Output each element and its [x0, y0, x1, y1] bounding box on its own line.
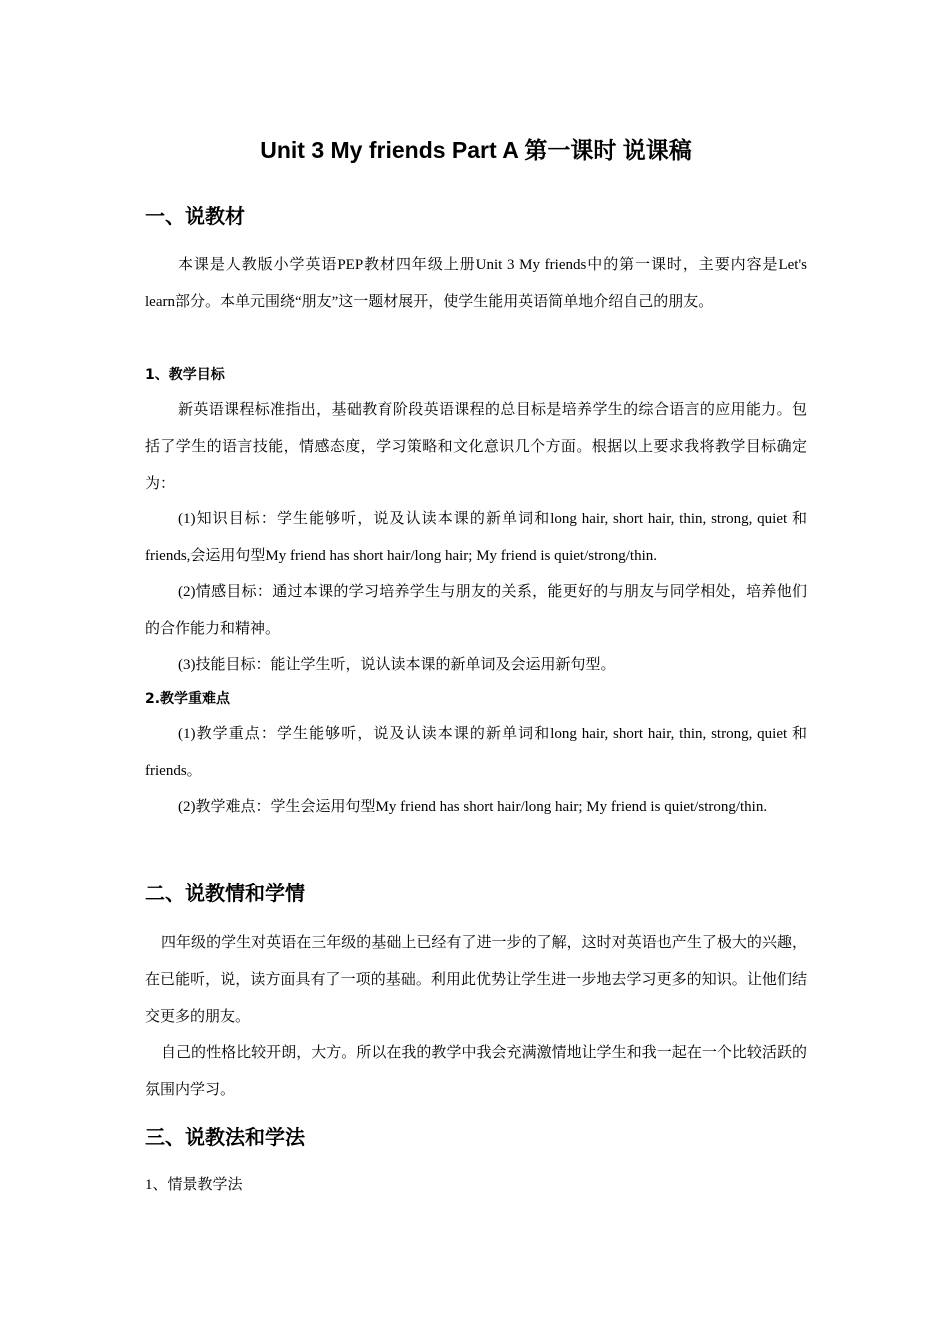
section-heading-learning-situation: 二、说教情和学情	[145, 881, 305, 905]
emotion-goal-paragraph: (2)情感目标：通过本课的学习培养学生与朋友的关系，能更好的与朋友与同学相处，培养他们的合作能力和精神。	[145, 584, 807, 637]
subheading-key-points: 2.教学重难点	[145, 691, 231, 707]
learning-situation-paragraph-2: 自己的性格比较开朗，大方。所以在我的教学中我会充满激情地让学生和我一起在一个比较活跃的氛围内学习。	[145, 1045, 807, 1098]
textbook-intro-paragraph: 本课是人教版小学英语PEP教材四年级上册Unit 3 My friends中的第一课时，主要内容是Let's learn部分。本单元围绕“朋友”这一题材展开，使学生能用英语简单地介绍自己的朋友。	[145, 257, 807, 310]
difficult-point-paragraph: (2)教学难点：学生会运用句型My friend has short hair/long hair; My friend is quiet/strong/thin.	[178, 799, 768, 815]
learning-situation-paragraph-1: 四年级的学生对英语在三年级的基础上已经有了进一步的了解，这时对英语也产生了极大的兴趣，在已能听，说，读方面具有了一项的基础。利用此优势让学生进一步地去学习更多的知识。让他们结交更多的朋友。	[145, 935, 807, 1025]
subheading-teaching-goals: 1、教学目标	[145, 367, 225, 383]
section-heading-methods: 三、说教法和学法	[145, 1125, 305, 1149]
teaching-goals-paragraph: 新英语课程标准指出，基础教育阶段英语课程的总目标是培养学生的综合语言的应用能力。包括了学生的语言技能，情感态度，学习策略和文化意识几个方面。根据以上要求我将教学目标确定为：	[145, 402, 807, 492]
skill-goal-paragraph: (3)技能目标：能让学生听，说认读本课的新单词及会运用新句型。	[178, 657, 616, 673]
section-heading-textbook: 一、说教材	[145, 204, 245, 228]
document-title: Unit 3 My friends Part A 第一课时 说课稿	[260, 137, 692, 163]
key-point-paragraph: (1)教学重点：学生能够听，说及认读本课的新单词和long hair, short hair, thin, strong, quiet 和 friends。	[145, 726, 807, 779]
knowledge-goal-paragraph: (1)知识目标：学生能够听，说及认读本课的新单词和long hair, short hair, thin, strong, quiet 和 friends,会运用句型My friend has short hair/long hair; My friend is quiet/strong/thin.	[145, 511, 807, 564]
method-item-1: 1、情景教学法	[145, 1177, 243, 1193]
